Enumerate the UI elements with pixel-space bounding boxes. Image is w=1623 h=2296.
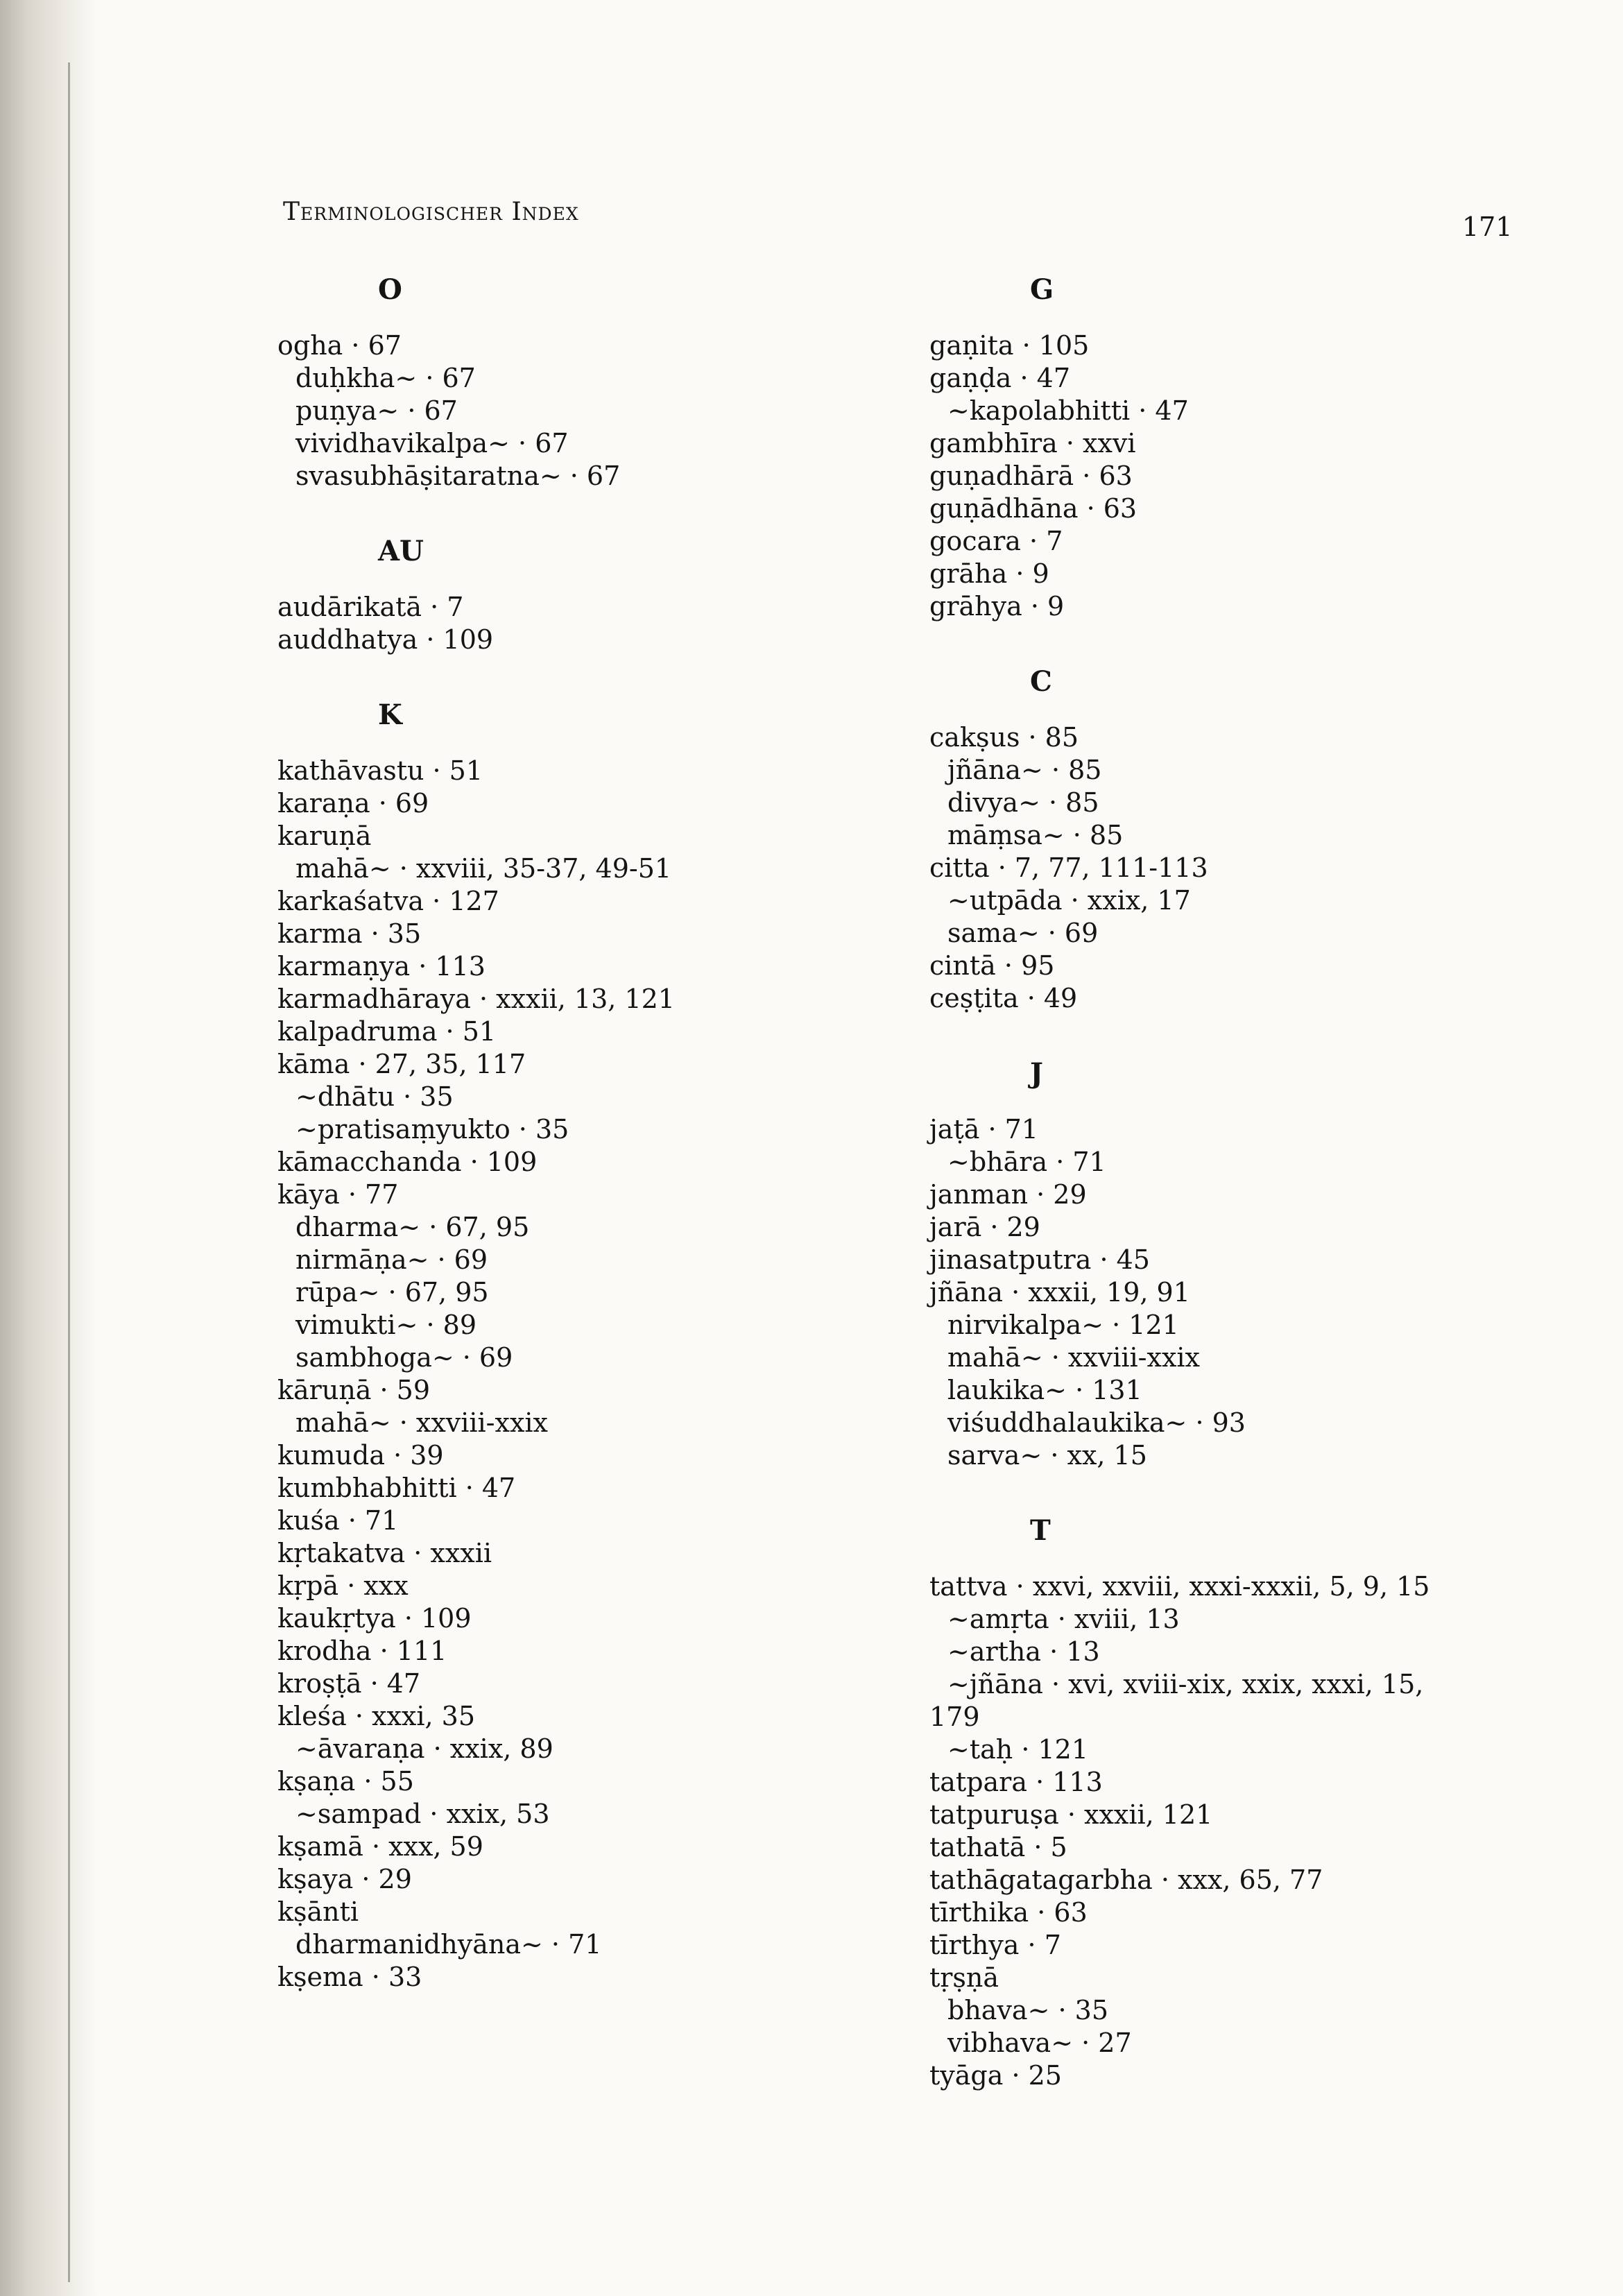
- index-subentry: ~amṛta · xviii, 13: [947, 1604, 1180, 1634]
- index-entry: kumuda · 39: [277, 1440, 444, 1471]
- index-subentry: laukika~ · 131: [947, 1375, 1142, 1405]
- index-subentry: rūpa~ · 67, 95: [295, 1277, 489, 1308]
- index-subentry: nirvikalpa~ · 121: [947, 1310, 1179, 1340]
- section-letter: K: [378, 699, 402, 731]
- index-entry: kaukṛtya · 109: [277, 1603, 472, 1634]
- index-entry: kuśa · 71: [277, 1505, 399, 1536]
- right-index-column: [929, 274, 1623, 2135]
- section-letter: C: [1030, 665, 1052, 698]
- index-entry: guṇādhāna · 63: [929, 493, 1137, 524]
- index-subentry: ~sampad · xxix, 53: [295, 1799, 550, 1829]
- index-entry: kṣaya · 29: [277, 1864, 412, 1894]
- section-letter: O: [378, 273, 402, 306]
- index-entry: tṛṣṇā: [929, 1962, 999, 1993]
- index-subentry: mahā~ · xxviii-xxix: [947, 1342, 1200, 1373]
- index-entry: audārikatā · 7: [277, 592, 464, 622]
- index-subentry: ~utpāda · xxix, 17: [947, 885, 1191, 916]
- section-letter: G: [1030, 273, 1054, 306]
- index-subentry: ~kapolabhitti · 47: [947, 395, 1189, 426]
- index-subentry: nirmāṇa~ · 69: [295, 1244, 488, 1275]
- index-subentry: vividhavikalpa~ · 67: [295, 428, 569, 459]
- page-binding-shadow: [0, 0, 97, 2296]
- index-entry: gaṇita · 105: [929, 330, 1090, 361]
- running-head: Terminologischer Index: [283, 198, 579, 226]
- index-section: [277, 274, 971, 492]
- index-entry: tīrthika · 63: [929, 1897, 1088, 1928]
- index-entry: kāmacchanda · 109: [277, 1147, 538, 1177]
- index-entry: tathatā · 5: [929, 1832, 1067, 1862]
- index-subentry: duḥkha~ · 67: [295, 363, 476, 393]
- index-subentry: ~artha · 13: [947, 1636, 1100, 1667]
- index-entry: kumbhabhitti · 47: [277, 1473, 516, 1503]
- index-section: [929, 1515, 1623, 2092]
- index-subentry: dharmanidhyāna~ · 71: [295, 1929, 602, 1960]
- index-entry: krodha · 111: [277, 1636, 447, 1666]
- index-entry: kṣānti: [277, 1896, 359, 1927]
- index-entry: gaṇḍa · 47: [929, 363, 1071, 393]
- index-entry: karuṇā: [277, 821, 372, 851]
- index-entry: kalpadruma · 51: [277, 1016, 497, 1047]
- index-entry: kṛpā · xxx: [277, 1570, 409, 1601]
- index-subentry: ~āvaraṇa · xxix, 89: [295, 1733, 553, 1764]
- index-entry: jñāna · xxxii, 19, 91: [929, 1277, 1190, 1308]
- index-entry: guṇadhārā · 63: [929, 461, 1133, 491]
- index-subentry: bhava~ · 35: [947, 1995, 1109, 2025]
- index-entry: kāya · 77: [277, 1179, 399, 1210]
- index-entry: gocara · 7: [929, 526, 1063, 556]
- index-subentry: jñāna~ · 85: [947, 755, 1102, 785]
- index-entry: kṣaṇa · 55: [277, 1766, 414, 1797]
- index-subentry: divya~ · 85: [947, 787, 1099, 818]
- index-entry: grāhya · 9: [929, 591, 1065, 622]
- section-letter: AU: [378, 535, 424, 567]
- index-entry: kāruṇā · 59: [277, 1375, 431, 1405]
- index-entry: grāha · 9: [929, 558, 1049, 589]
- index-subentry: vibhava~ · 27: [947, 2028, 1132, 2058]
- index-entry: tīrthya · 7: [929, 1930, 1061, 1960]
- index-subentry: vimukti~ · 89: [295, 1310, 477, 1340]
- index-section: [929, 1058, 1623, 1472]
- index-entry: ogha · 67: [277, 330, 402, 361]
- index-section: [929, 666, 1623, 1015]
- index-entry: janman · 29: [929, 1179, 1087, 1210]
- index-entry: karma · 35: [277, 918, 422, 949]
- index-section: [277, 699, 971, 1994]
- index-subentry: sambhoga~ · 69: [295, 1342, 513, 1373]
- index-subentry: ~taḥ · 121: [947, 1734, 1089, 1765]
- index-entry: kroṣṭā · 47: [277, 1668, 421, 1699]
- index-entry: kleśa · xxxi, 35: [277, 1701, 476, 1731]
- index-subentry: ~jñāna · xvi, xviii-xix, xxix, xxxi, 15,: [947, 1669, 1424, 1699]
- index-entry: tatpara · 113: [929, 1767, 1103, 1797]
- index-entry: tattva · xxvi, xxviii, xxxi-xxxii, 5, 9, 15: [929, 1571, 1430, 1602]
- index-entry: jinasatputra · 45: [929, 1244, 1150, 1275]
- index-subentry: mahā~ · xxviii-xxix: [295, 1407, 548, 1438]
- index-entry: tatpuruṣa · xxxii, 121: [929, 1799, 1213, 1830]
- index-subentry: dharma~ · 67, 95: [295, 1212, 530, 1242]
- index-entry: tathāgatagarbha · xxx, 65, 77: [929, 1865, 1323, 1895]
- index-section: [929, 274, 1623, 623]
- index-entry: auddhatya · 109: [277, 624, 494, 655]
- index-subentry: puṇya~ · 67: [295, 395, 458, 426]
- index-subentry: mahā~ · xxviii, 35-37, 49-51: [295, 853, 672, 884]
- index-subentry: viśuddhalaukika~ · 93: [947, 1407, 1246, 1438]
- section-letter: J: [1030, 1057, 1043, 1090]
- page-number: 171: [1462, 212, 1513, 242]
- section-letter: T: [1030, 1514, 1051, 1547]
- index-subentry: ~dhātu · 35: [295, 1081, 454, 1112]
- index-subentry: sarva~ · xx, 15: [947, 1440, 1147, 1471]
- index-entry: cakṣus · 85: [929, 722, 1079, 753]
- index-section: [277, 536, 971, 656]
- index-entry: karaṇa · 69: [277, 788, 429, 819]
- index-entry: kāma · 27, 35, 117: [277, 1049, 526, 1079]
- index-entry: kṣema · 33: [277, 1962, 422, 1992]
- index-subentry: sama~ · 69: [947, 918, 1099, 948]
- index-entry: karmaṇya · 113: [277, 951, 486, 982]
- left-index-column: [277, 274, 971, 2037]
- binding-edge-line: [68, 62, 70, 2282]
- index-entry: kṣamā · xxx, 59: [277, 1831, 483, 1862]
- index-entry: ceṣṭita · 49: [929, 983, 1078, 1013]
- index-entry: karkaśatva · 127: [277, 886, 499, 916]
- index-subentry: māṃsa~ · 85: [947, 820, 1124, 850]
- index-entry: gambhīra · xxvi: [929, 428, 1136, 459]
- index-entry: karmadhāraya · xxxii, 13, 121: [277, 984, 675, 1014]
- index-subentry: svasubhāṣitaratna~ · 67: [295, 461, 621, 491]
- index-entry: kṛtakatva · xxxii: [277, 1538, 492, 1568]
- index-entry: 179: [929, 1702, 980, 1732]
- index-entry: kathāvastu · 51: [277, 755, 483, 786]
- index-entry: jaṭā · 71: [929, 1114, 1038, 1145]
- index-entry: tyāga · 25: [929, 2060, 1062, 2091]
- index-entry: citta · 7, 77, 111-113: [929, 853, 1208, 883]
- index-entry: cintā · 95: [929, 950, 1055, 981]
- index-subentry: ~pratisaṃyukto · 35: [295, 1114, 569, 1145]
- index-subentry: ~bhāra · 71: [947, 1147, 1106, 1177]
- index-entry: jarā · 29: [929, 1212, 1040, 1242]
